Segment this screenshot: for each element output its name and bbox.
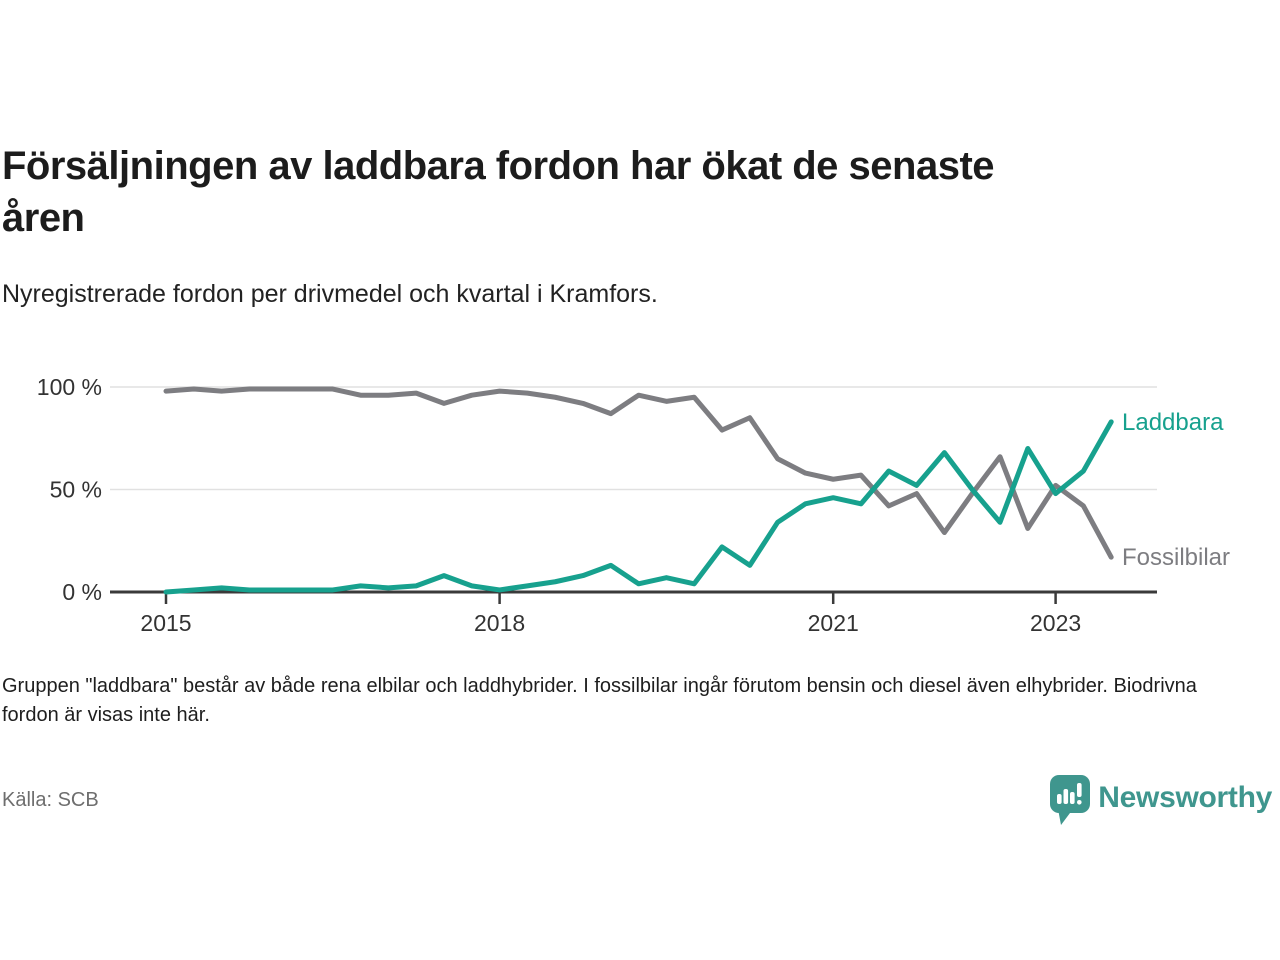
x-axis-label-2018: 2018 [474, 610, 526, 636]
series-label-fossilbilar: Fossilbilar [1122, 544, 1231, 572]
title-line2: åren [2, 196, 85, 240]
x-axis-label-2023: 2023 [1030, 610, 1082, 636]
chart-footnote: Gruppen "laddbara" består av både rena elbilar och laddhybrider. I fossilbilar ingår förutom bensin och diesel även elhybrider. Biodrivna fordon är visas inte här. [2, 675, 1197, 726]
series-line-fossilbilar [166, 389, 1111, 557]
newsworthy-logo [1050, 775, 1272, 827]
y-axis-label-100: 100 % [36, 374, 102, 400]
y-axis-label-0: 0 % [62, 579, 102, 605]
source-label: Källa: SCB [2, 789, 99, 811]
x-axis-label-2015: 2015 [140, 610, 192, 636]
series-label-laddbara: Laddbara [1122, 408, 1224, 436]
chart-subtitle: Nyregistrerade fordon per drivmedel och kvartal i Kramfors. [2, 280, 658, 308]
title-line1: Försäljningen av laddbara fordon har ökat de senaste [2, 144, 995, 188]
series-line-laddbara [166, 422, 1111, 592]
chart-header [2, 140, 1242, 309]
newsworthy-logo-text: Newsworthy [1098, 781, 1272, 814]
speech-bubble-bar-chart-icon [1050, 775, 1090, 827]
y-axis-label-50: 50 % [49, 476, 102, 503]
x-axis-label-2021: 2021 [807, 610, 859, 636]
page-title [2, 140, 1242, 244]
